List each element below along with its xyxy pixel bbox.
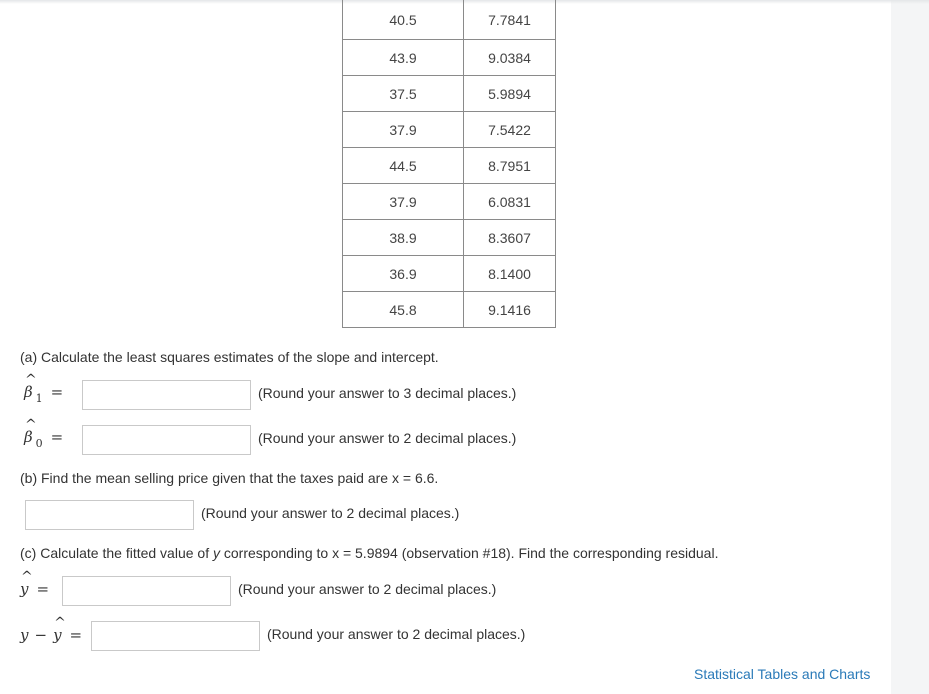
residual-input[interactable] <box>91 621 260 651</box>
table-cell-x: 5.9894 <box>464 76 556 112</box>
beta-symbol: β <box>24 428 33 446</box>
table-cell-x: 6.0831 <box>464 184 556 220</box>
table-cell-x: 9.0384 <box>464 40 556 76</box>
statistical-tables-link[interactable]: Statistical Tables and Charts <box>694 666 871 682</box>
table-row <box>343 76 556 112</box>
minus-sign: − <box>34 626 48 644</box>
y-symbol: y <box>53 626 62 644</box>
equals-sign: = <box>50 383 64 401</box>
table-cell-x: 8.7951 <box>464 148 556 184</box>
part-b-prompt: (b) Find the mean selling price given that the taxes paid are x = 6.6. <box>20 470 439 486</box>
fitted-value-input[interactable] <box>62 576 231 606</box>
table-cell-y: 44.5 <box>343 148 464 184</box>
table-row <box>343 184 556 220</box>
table-cell-x: 7.7841 <box>464 0 556 40</box>
beta1-label <box>24 372 64 405</box>
subscript-zero: 0 <box>35 437 43 450</box>
equals-sign: = <box>69 626 83 644</box>
hat-accent: ^ <box>54 615 66 631</box>
beta-symbol: β <box>24 383 33 401</box>
table-cell-y: 37.5 <box>343 76 464 112</box>
beta0-hint: (Round your answer to 2 decimal places.) <box>258 430 517 446</box>
table-cell-y: 43.9 <box>343 40 464 76</box>
part-c-prompt <box>20 545 718 561</box>
table-cell-y: 37.9 <box>343 112 464 148</box>
equals-sign: = <box>50 428 64 446</box>
table-cell-x: 9.1416 <box>464 292 556 328</box>
beta0-input[interactable] <box>82 425 251 455</box>
part-c-prompt-pre: (c) Calculate the fitted value of <box>20 545 213 561</box>
beta1-hint: (Round your answer to 3 decimal places.) <box>258 385 517 401</box>
table-row <box>343 0 556 40</box>
table-row <box>343 256 556 292</box>
part-c-prompt-post: corresponding to x = 5.9894 (observation #18). Find the corresponding residual. <box>220 545 719 561</box>
subscript-one: 1 <box>35 392 43 405</box>
y-symbol: y <box>20 580 29 598</box>
residual-hint: (Round your answer to 2 decimal places.) <box>267 626 526 642</box>
y-symbol: y <box>20 626 29 644</box>
hat-accent: ^ <box>25 417 37 433</box>
part-a-prompt: (a) Calculate the least squares estimates of the slope and intercept. <box>20 349 439 365</box>
table-cell-y: 38.9 <box>343 220 464 256</box>
table-row <box>343 220 556 256</box>
hat-accent: ^ <box>21 569 33 585</box>
table-row <box>343 292 556 328</box>
mean-price-input[interactable] <box>25 500 194 530</box>
beta1-input[interactable] <box>82 380 251 410</box>
yhat-label <box>20 569 50 598</box>
table-row <box>343 112 556 148</box>
table-cell-x: 7.5422 <box>464 112 556 148</box>
table-row <box>343 148 556 184</box>
part-c-prompt-var: y <box>213 545 220 561</box>
hat-accent: ^ <box>25 372 37 388</box>
table-cell-y: 40.5 <box>343 0 464 40</box>
beta0-label <box>24 417 64 450</box>
table-row <box>343 40 556 76</box>
fitted-value-hint: (Round your answer to 2 decimal places.) <box>238 581 497 597</box>
mean-price-hint: (Round your answer to 2 decimal places.) <box>201 505 460 521</box>
table-cell-y: 37.9 <box>343 184 464 220</box>
right-gutter <box>891 0 929 694</box>
equals-sign: = <box>36 580 50 598</box>
table-cell-x: 8.3607 <box>464 220 556 256</box>
residual-label <box>20 615 83 644</box>
data-table <box>342 0 556 328</box>
table-cell-y: 45.8 <box>343 292 464 328</box>
table-cell-x: 8.1400 <box>464 256 556 292</box>
table-cell-y: 36.9 <box>343 256 464 292</box>
